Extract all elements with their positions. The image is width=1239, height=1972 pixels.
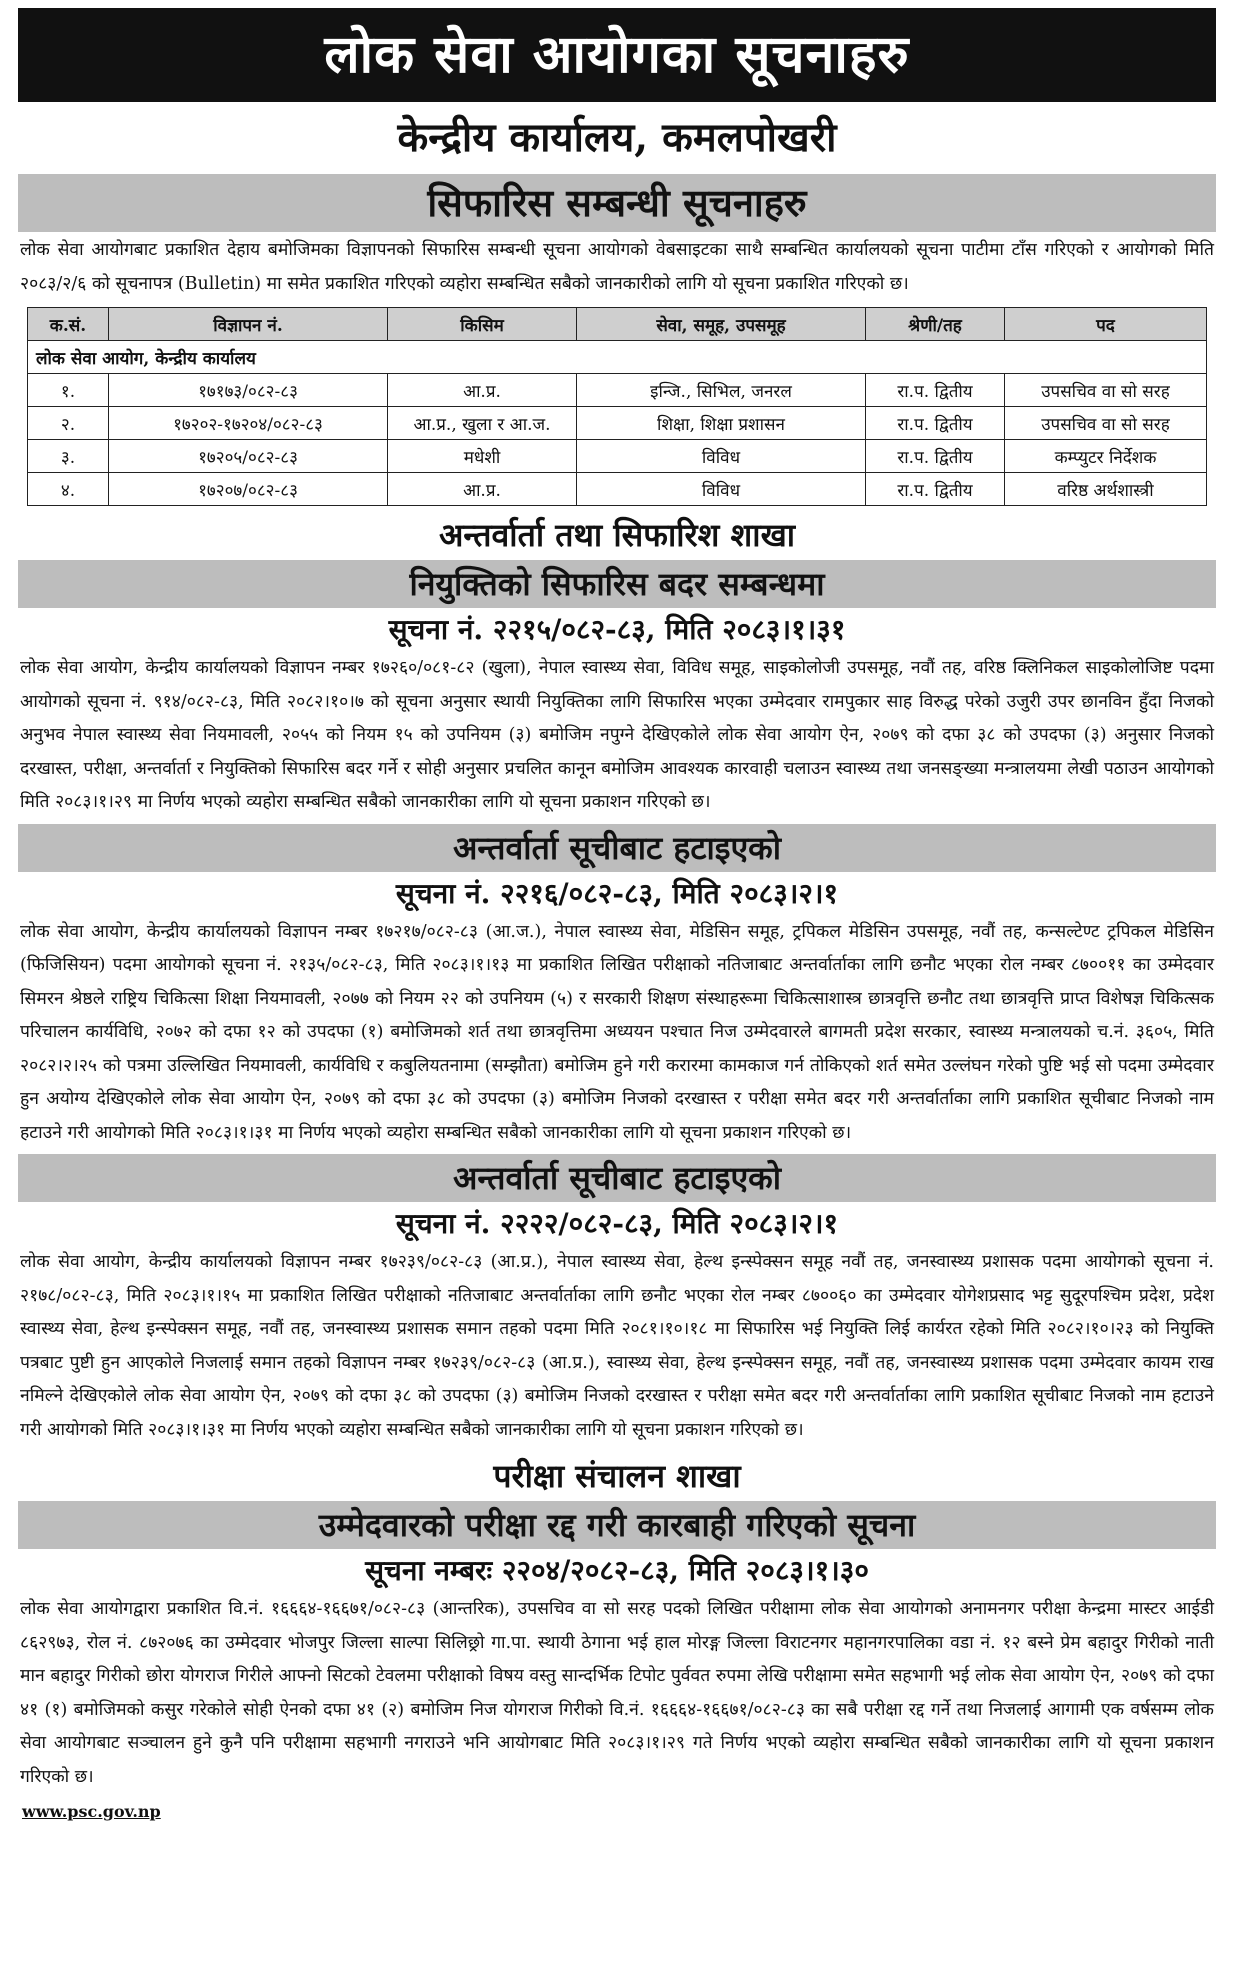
notice-heading: अन्तर्वार्ता सूचीबाट हटाइएको	[18, 1154, 1216, 1202]
table-row	[28, 407, 1207, 440]
col-header-post: पद	[1005, 308, 1207, 341]
cell-type: आ.प्र.	[388, 374, 577, 407]
notice-number: सूचना नं. २२१६/०८२-८३, मिति २०८३।२।१	[395, 876, 839, 910]
recommendation-table	[27, 307, 1207, 506]
exam-section-title: परीक्षा संचालन शाखा	[493, 1457, 741, 1495]
recommendation-heading: सिफारिस सम्बन्धी सूचनाहरु	[18, 174, 1216, 232]
notice-block	[18, 560, 1216, 820]
cell-sn: २.	[28, 407, 109, 440]
notice-block	[18, 1154, 1216, 1447]
cell-ad-no: १७१७३/०८२-८३	[109, 374, 388, 407]
website-link[interactable]: www.psc.gov.np	[22, 1802, 161, 1821]
exam-notice-number: सूचना नम्बरः २२०४/२०८२-८३, मिति २०८३।१।३०	[365, 1554, 869, 1587]
cell-level: रा.प. द्वितीय	[866, 473, 1005, 506]
notice-heading: नियुक्तिको सिफारिस बदर सम्बन्धमा	[18, 560, 1216, 608]
cell-post: वरिष्ठ अर्थशास्त्री	[1005, 473, 1207, 506]
notice-number: सूचना नं. २२१५/०८२-८३, मिति २०८३।१।३१	[388, 613, 846, 646]
recommendation-intro: लोक सेवा आयोगबाट प्रकाशित देहाय बमोजिमका विज्ञापनको सिफारिस सम्बन्धी सूचना आयोगको वेबसाइटका साथै सम्बन्धित कार्यालयको सूचना पाटीमा टाँस गरिएको र आयोगको मिति २०८३/२/६ को सूचनापत्र (Bulletin) मा समेत प्रकाशित गरिएको व्यहोरा सम्बन्धित सबैको जानकारीको लागि यो सूचना प्रकाशित गरिएको छ।	[20, 240, 1214, 294]
col-header-sn: क.सं.	[28, 308, 109, 341]
notice-number: सूचना नं. २२२२/०८२-८३, मिति २०८३।२।१	[395, 1207, 839, 1240]
group-label: लोक सेवा आयोग, केन्द्रीय कार्यालय	[28, 341, 1207, 374]
cell-level: रा.प. द्वितीय	[866, 374, 1005, 407]
cell-ad-no: १७२०५/०८२-८३	[109, 440, 388, 473]
notice-body: लोक सेवा आयोग, केन्द्रीय कार्यालयको विज्ञापन नम्बर १७२३९/०८२-८३ (आ.प्र.), नेपाल स्वास्थ्य सेवा, हेल्थ इन्स्पेक्सन समूह नवौं तह, जनस्वास्थ्य प्रशासक पदमा आयोगको सूचना नं. २१७८/०८२-८३, मिति २०८३।१।१५ मा प्रकाशित लिखित परीक्षाको नतिजाबाट अन्तर्वार्ताका लागि छनौट भएका रोल नम्बर ८७००६० का उम्मेदवार योगेशप्रसाद भट्ट सुदूरपश्चिम प्रदेश, प्रदेश स्वास्थ्य सेवा, हेल्थ इन्स्पेक्सन समूह, नवौं तह, जनस्वास्थ्य प्रशासक समान तहको पदमा मिति २०८१।१०।१८ मा सिफारिस भई नियुक्ति लिई कार्यरत रहेको मिति २०८२।१०।२३ को नियुक्ति पत्रबाट पुष्टी हुन आएकोले निजलाई समान तहको विज्ञापन नम्बर १७२३९/०८२-८३ (आ.प्र.), स्वास्थ्य सेवा, हेल्थ इन्स्पेक्सन समूह, नवौं तह, जनस्वास्थ्य प्रशासक पदमा उम्मेदवार कायम राख नमिल्ने देखिएकोले लोक सेवा आयोग ऐन, २०७९ को दफा ३८ को उपदफा (३) बमोजिम निजको दरखास्त र परीक्षा समेत बदर गरी अन्तर्वार्ताका लागि प्रकाशित सूचीबाट निजको नाम हटाउने गरी आयोगको मिति २०८३।१।३१ मा निर्णय भएको व्यहोरा सम्बन्धित सबैको जानकारीका लागि यो सूचना प्रकाशन गरिएको छ।	[20, 1252, 1214, 1440]
col-header-service: सेवा, समूह, उपसमूह	[577, 308, 866, 341]
cell-sn: ४.	[28, 473, 109, 506]
notice-body: लोक सेवा आयोग, केन्द्रीय कार्यालयको विज्ञापन नम्बर १७२६०/०८१-८२ (खुला), नेपाल स्वास्थ्य सेवा, विविध समूह, साइकोलोजी उपसमूह, नवौं तह, वरिष्ठ क्लिनिकल साइकोलोजिष्ट पदमा आयोगको सूचना नं. ९१४/०८२-८३, मिति २०८२।१०।७ को सूचना अनुसार स्थायी नियुक्तिका लागि सिफारिस भएका उम्मेदवार रामपुकार साह विरुद्ध परेको उजुरी उपर छानविन हुँदा निजको अनुभव नेपाल स्वास्थ्य सेवा नियमावली, २०५५ को नियम १५ को उपनियम (३) बमोजिम नपुग्ने देखिएकोले लोक सेवा आयोग ऐन, २०७९ को दफा ३८ को उपदफा (३) अनुसार निजको दरखास्त, परीक्षा, अन्तर्वार्ता र नियुक्तिको सिफारिस बदर गर्ने र सोही अनुसार प्रचलित कानून बमोजिम आवश्यक कारवाही चलाउन स्वास्थ्य तथा जनसङ्ख्या मन्त्रालयमा लेखी पठाउन आयोगको मिति २०८३।१।२९ मा निर्णय भएको व्यहोरा सम्बन्धित सबैको जानकारीका लागि यो सूचना प्रकाशन गरिएको छ।	[20, 658, 1214, 812]
table-row	[28, 440, 1207, 473]
cell-type: आ.प्र.	[388, 473, 577, 506]
cell-type: मधेशी	[388, 440, 577, 473]
cell-level: रा.प. द्वितीय	[866, 440, 1005, 473]
cell-service: शिक्षा, शिक्षा प्रशासन	[577, 407, 866, 440]
notice-body: लोक सेवा आयोग, केन्द्रीय कार्यालयको विज्ञापन नम्बर १७२१७/०८२-८३ (आ.ज.), नेपाल स्वास्थ्य सेवा, मेडिसिन समूह, ट्रपिकल मेडिसिन उपसमूह, नवौं तह, कन्सल्टेण्ट ट्रपिकल मेडिसिन (फिजिसियन) पदमा आयोगको सूचना नं. २१३५/०८२-८३, मिति २०८३।१।१३ मा प्रकाशित लिखित परीक्षाको नतिजाबाट अन्तर्वार्ताका लागि छनौट भएका रोल नम्बर ८७००११ का उम्मेदवार सिमरन श्रेष्ठले राष्ट्रिय चिकित्सा शिक्षा नियमावली, २०७७ को नियम २२ को उपनियम (५) र सरकारी शिक्षण संस्थाहरूमा चिकित्साशास्त्र छात्रवृत्ति छनौट तथा छात्रवृत्ति प्राप्त विशेषज्ञ चिकित्सक परिचालन कार्यविधि, २०७२ को दफा १२ को उपदफा (१) बमोजिमको शर्त तथा छात्रवृत्तिमा अध्ययन पश्चात निज उम्मेदवारले बागमती प्रदेश सरकार, स्वास्थ्य मन्त्रालयको च.नं. ३६०५, मिति २०८२।२।२५ को पत्रमा उल्लिखित नियमावली, कार्यविधि र कबुलियतनामा (सम्झौता) बमोजिम हुने गरी करारमा कामकाज गर्न तोकिएको शर्त समेत उल्लंघन गरेको पुष्टि भई सो पदमा उम्मेदवार हुन अयोग्य देखिएकोले लोक सेवा आयोग ऐन, २०७९ को दफा ३८ को उपदफा (३) बमोजिम निजको दरखास्त र परीक्षा समेत बदर गरी अन्तर्वार्ताका लागि प्रकाशित सूचीबाट निजको नाम हटाउने गरी आयोगको मिति २०८३।१।३१ मा निर्णय भएको व्यहोरा सम्बन्धित सबैको जानकारीका लागि यो सूचना प्रकाशन गरिएको छ।	[20, 921, 1214, 1143]
cell-post: कम्प्युटर निर्देशक	[1005, 440, 1207, 473]
cell-post: उपसचिव वा सो सरह	[1005, 374, 1207, 407]
col-header-level: श्रेणी/तह	[866, 308, 1005, 341]
cell-service: विविध	[577, 440, 866, 473]
cell-level: रा.प. द्वितीय	[866, 407, 1005, 440]
cell-ad-no: १७२०२-१७२०४/०८२-८३	[109, 407, 388, 440]
col-header-type: किसिम	[388, 308, 577, 341]
office-subtitle: केन्द्रीय कार्यालय, कमलपोखरी	[397, 114, 837, 161]
interview-section-title: अन्तर्वार्ता तथा सिफारिश शाखा	[438, 516, 796, 554]
table-header-row	[28, 308, 1207, 341]
table-row	[28, 374, 1207, 407]
cell-service: इन्जि., सिभिल, जनरल	[577, 374, 866, 407]
col-header-ad-no: विज्ञापन नं.	[109, 308, 388, 341]
notice-block	[18, 824, 1216, 1151]
exam-notice-heading: उम्मेदवारको परीक्षा रद्द गरी कारबाही गरिएको सूचना	[18, 1501, 1216, 1549]
cell-sn: ३.	[28, 440, 109, 473]
cell-sn: १.	[28, 374, 109, 407]
table-row	[28, 473, 1207, 506]
cell-service: विविध	[577, 473, 866, 506]
exam-notice-body: लोक सेवा आयोगद्वारा प्रकाशित वि.नं. १६६६४-१६६७१/०८२-८३ (आन्तरिक), उपसचिव वा सो सरह पदको लिखित परीक्षामा लोक सेवा आयोगको अनामनगर परीक्षा केन्द्रमा मास्टर आईडी ८६२९७३, रोल नं. ८७२०७६ का उम्मेदवार भोजपुर जिल्ला साल्पा सिलिछ्रो गा.पा. स्थायी ठेगाना भई हाल मोरङ्ग जिल्ला विराटनगर महानगरपालिका वडा नं. १२ बस्ने प्रेम बहादुर गिरीको नाती मान बहादुर गिरीको छोरा योगराज गिरीले आफ्नो सिटको टेवलमा परीक्षाको विषय वस्तु सान्दर्भिक टिपोट पुर्ववत रुपमा लेखि परीक्षामा समेत सहभागी भई लोक सेवा आयोग ऐन, २०७९ को दफा ४१ (१) बमोजिमको कसुर गरेकोले सोही ऐनको दफा ४१ (२) बमोजिम निज योगराज गिरीको वि.नं. १६६६४-१६६७१/०८२-८३ का सबै परीक्षा रद्द गर्ने तथा निजलाई आगामी एक वर्षसम्म लोक सेवा आयोगबाट सञ्चालन हुने कुनै पनि परीक्षामा सहभागी नगराउने भनि आयोगबाट मिति २०८३।१।२९ गते निर्णय भएको व्यहोरा सम्बन्धित सबैको जानकारीका लागि यो सूचना प्रकाशन गरिएको छ।	[20, 1599, 1214, 1787]
page-title: लोक सेवा आयोगका सूचनाहरु	[18, 8, 1216, 102]
notice-heading: अन्तर्वार्ता सूचीबाट हटाइएको	[18, 824, 1216, 872]
cell-post: उपसचिव वा सो सरह	[1005, 407, 1207, 440]
cell-type: आ.प्र., खुला र आ.ज.	[388, 407, 577, 440]
cell-ad-no: १७२०७/०८२-८३	[109, 473, 388, 506]
notice-page	[18, 8, 1216, 1821]
table-group-row	[28, 341, 1207, 374]
